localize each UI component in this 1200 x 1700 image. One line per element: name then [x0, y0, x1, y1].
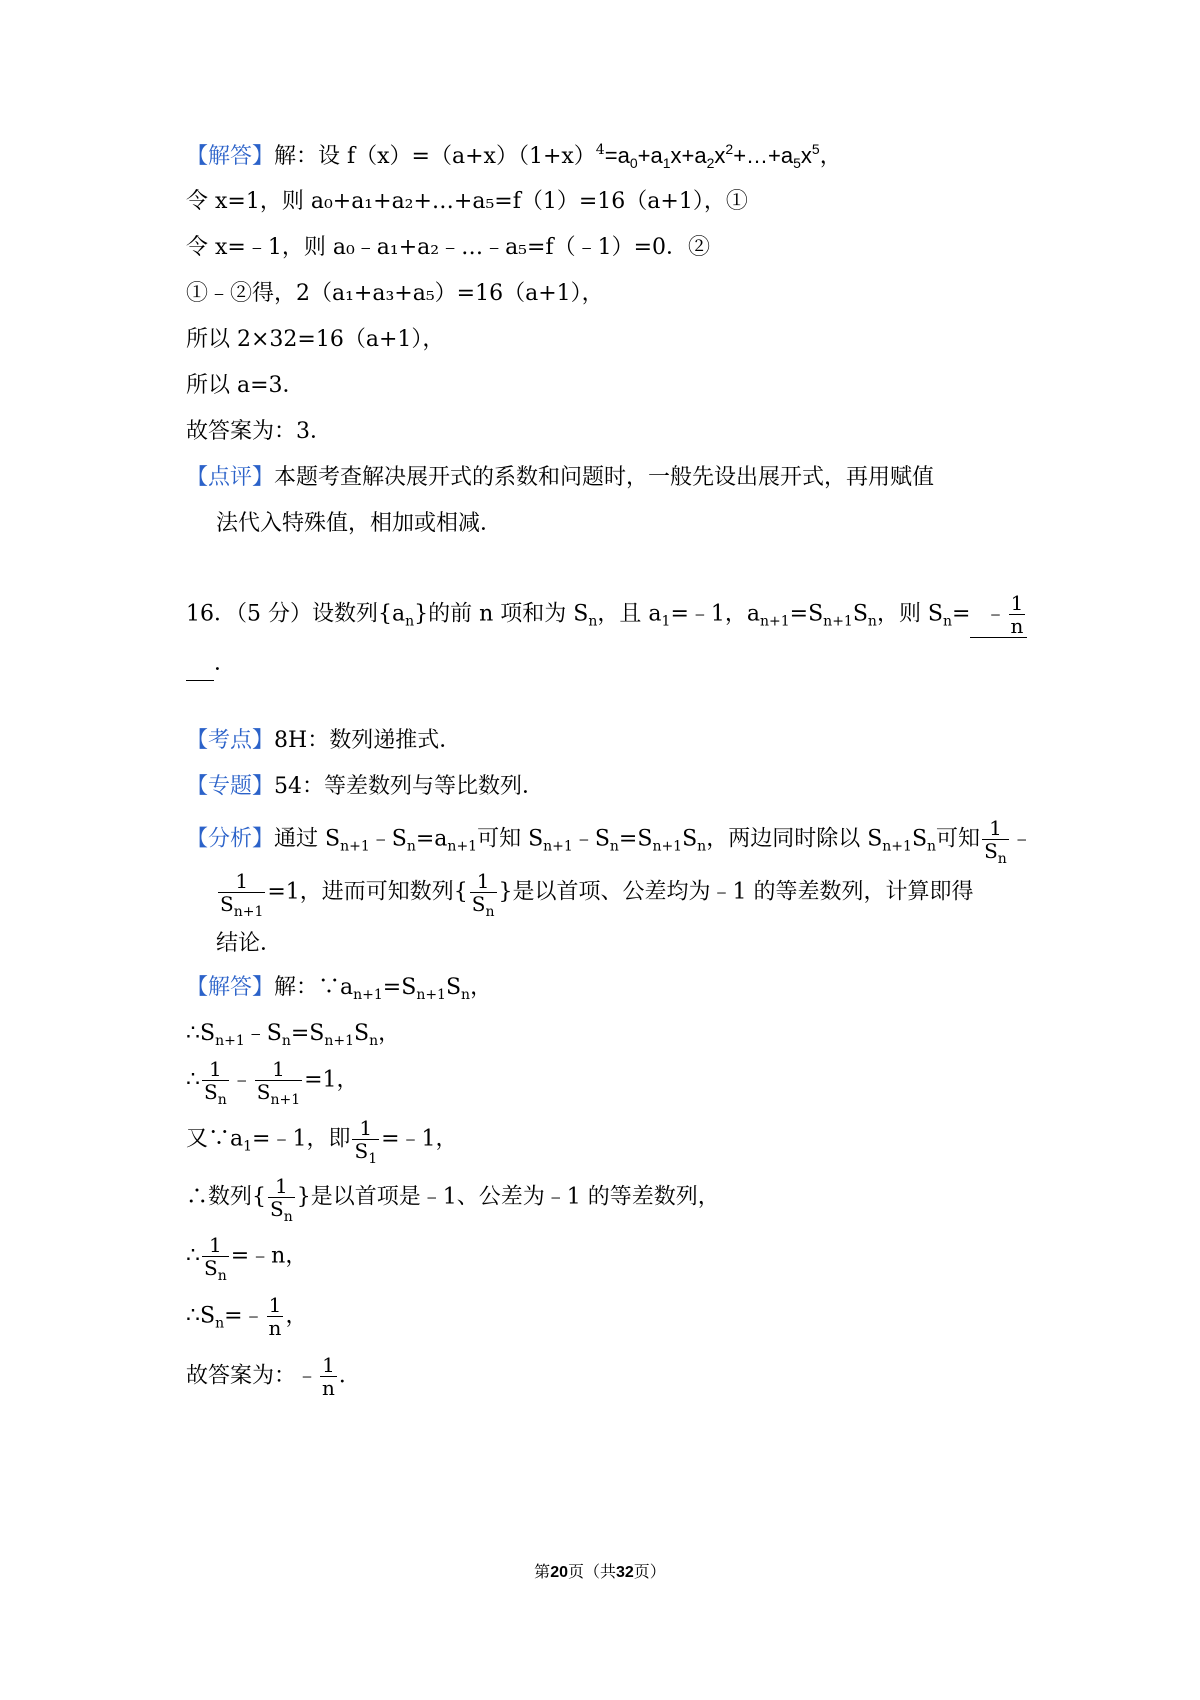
solution-b-line7: $\therefore S_n=﹣$ $\frac{1}{n}$ ， [186, 1293, 308, 1340]
solution-a-line6: 所以 a=3． [186, 373, 305, 398]
question-16: 16．（5 分）设数列$\{a_n\}$的前 n 项和为 $S_n$，且 $a_1=﹣1$，$a_{n+1}=S_{n+1}S_n$，则 $S_n=$ ﹣ $\frac{1}{n}$ [186, 592, 1044, 638]
zhuanti-tag: 【专题】 [186, 774, 275, 799]
page-footer: 第20页（共32页） [534, 1562, 666, 1581]
comment-tag: 【点评】 [186, 465, 275, 490]
comment-line1: 【点评】本题考查解决展开式的系数和问题时，一般先设出展开式，再用赋值 [186, 465, 935, 490]
fenxi-line1: 【分析】通过 $S_{n+1}﹣S_n=a_{n+1}$可知 $S_{n+1}﹣S_n=S_{n+1}S_n$，两边同时除以 $S_{n+1}S_n$可知 $\frac{1}{S_n}$ ﹣ [186, 816, 1033, 867]
kaodian-tag: 【考点】 [186, 728, 275, 753]
solution-b-line8: 故答案为：﹣ $\frac{1}{n}$ ． [186, 1353, 361, 1400]
answer-blank: ﹣ $\frac{1}{n}$ [970, 592, 1027, 638]
kaodian-line: 【考点】8H：数列递推式． [186, 728, 462, 753]
solution-b-line4: 又$\because a_1=﹣1$，即 $\frac{1}{S_1}$ =﹣1， [186, 1116, 458, 1167]
solution-a-line5: 所以 2×32=16（a+1）， [186, 327, 445, 352]
solution-a-text: 解：设 f（x）=（a+x）（1+x） [274, 144, 596, 169]
page-total: 32 [616, 1564, 634, 1581]
solution-b-line2: $\therefore S_{n+1}﹣S_n=S_{n+1}S_n$， [186, 1021, 401, 1049]
solution-a-line2: 令 x=1，则 a₀+a₁+a₂+…+a₅=f（1）=16（a+1），① [186, 189, 748, 214]
solution-a-line7: 故答案为：3． [186, 419, 332, 444]
comment-line2: 法代入特殊值，相加或相减． [216, 511, 503, 536]
solution-a-line3: 令 x=﹣1，则 a₀﹣a₁+a₂﹣…﹣a₅=f（﹣1）=0．② [186, 235, 711, 260]
solution-tag: 【解答】 [186, 144, 275, 169]
page-number: 20 [550, 1564, 568, 1581]
question-16-blank-end: ． [186, 648, 1044, 681]
fenxi-tag: 【分析】 [186, 826, 275, 852]
solution-b-line5: ∴数列{ $\frac{1}{S_n}$ }是以首项是﹣1、公差为﹣1 的等差数列， [186, 1174, 720, 1225]
solution-b-line3: ∴ $\frac{1}{S_n}$ ﹣ $\frac{1}{S_{n+1}}$ =1， [186, 1057, 359, 1108]
zhuanti-line: 【专题】54：等差数列与等比数列． [186, 774, 545, 799]
solution-a-line4: ①﹣②得，2（a₁+a₃+a₅）=16（a+1）， [186, 281, 604, 306]
fenxi-line3: 结论． [216, 931, 283, 956]
solution-b-line1: 【解答】解：$\because a_{n+1}=S_{n+1}S_n$， [186, 975, 493, 1003]
solution-b-tag: 【解答】 [186, 975, 275, 1000]
fenxi-line2: $\frac{1}{S_{n+1}}$ =1，进而可知数列{ $\frac{1}{S_n}$ }是以首项、公差均为﹣1 的等差数列，计算即得 [220, 869, 974, 920]
solution-b-line6: ∴ $\frac{1}{S_n}$ =﹣n， [186, 1233, 308, 1284]
solution-a-line1: 【解答】解：设 $f(x)=(a+x)(1+x)^4=a_0+a_1x+a_2x^2+\dots+a_5x^5$， [186, 141, 842, 171]
